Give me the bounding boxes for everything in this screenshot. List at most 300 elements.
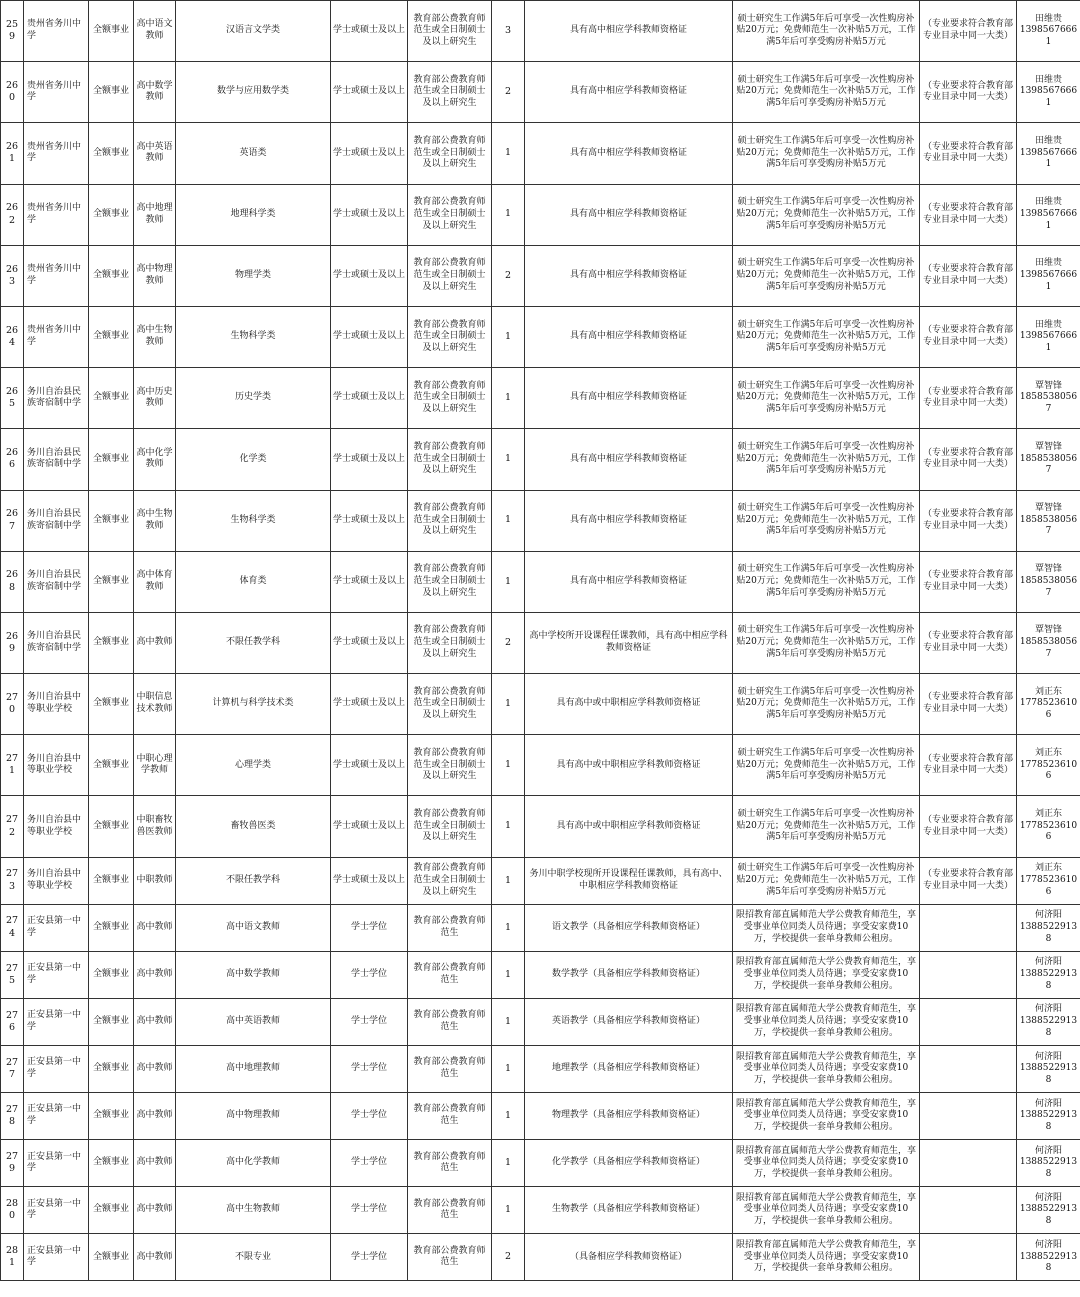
contact-name: 田维贵 [1034,258,1062,269]
table-body [1,1,1080,1281]
row-number: 264 [1,306,24,367]
table-row [1,1140,1080,1187]
contact-cell [1017,62,1080,123]
degree-requirement: 学士或硕士及以上 [331,551,408,612]
position-name: 高中地理教师 [134,184,176,245]
contact-phone: 17785236106 [1019,820,1078,843]
candidate-source: 教育部公费教育师范生或全日制硕士及以上研究生 [408,612,492,673]
qualification-requirement: （具备相应学科教师资格证） [525,1234,733,1281]
benefit-text: 硕士研究生工作满5年后可享受一次性购房补贴20万元；免费师范生一次补贴5万元，工作满5年后可享受购房补贴5万元 [733,857,920,904]
table-row [1,1093,1080,1140]
degree-requirement: 学士或硕士及以上 [331,123,408,184]
table-row [1,429,1080,490]
hiring-count: 2 [492,245,525,306]
contact-name: 田维贵 [1034,13,1062,24]
qualification-requirement: 化学教学（具备相应学科教师资格证） [525,1140,733,1187]
contact-name: 何济阳 [1034,910,1062,921]
unit-nature: 全额事业 [89,857,134,904]
hiring-count: 2 [492,612,525,673]
school-name: 正安县第一中学 [24,1046,89,1093]
unit-nature: 全额事业 [89,735,134,796]
school-name: 务川自治县民族寄宿制中学 [24,368,89,429]
candidate-source: 教育部公费教育师范生或全日制硕士及以上研究生 [408,857,492,904]
hiring-count: 2 [492,1234,525,1281]
contact-cell [1017,612,1080,673]
school-name: 贵州省务川中学 [24,245,89,306]
contact-phone: 13985676661 [1019,208,1078,231]
candidate-source: 教育部公费教育师范生或全日制硕士及以上研究生 [408,123,492,184]
hiring-count: 1 [492,1187,525,1234]
contact-name: 何济阳 [1034,1004,1062,1015]
remark-text: （专业要求符合教育部专业目录中同一大类） [920,612,1017,673]
degree-requirement: 学士或硕士及以上 [331,857,408,904]
position-name: 高中教师 [134,1093,176,1140]
school-name: 贵州省务川中学 [24,1,89,62]
table-row [1,184,1080,245]
table-row [1,551,1080,612]
benefit-text: 硕士研究生工作满5年后可享受一次性购房补贴20万元；免费师范生一次补贴5万元，工作满5年后可享受购房补贴5万元 [733,1,920,62]
benefit-text: 限招教育部直属师范大学公费教育师范生，享受事业单位同类人员待遇；享受安家费10万，学校提供一套单身教师公租房。 [733,904,920,951]
school-name: 贵州省务川中学 [24,306,89,367]
candidate-source: 教育部公费教育师范生 [408,951,492,998]
candidate-source: 教育部公费教育师范生或全日制硕士及以上研究生 [408,490,492,551]
candidate-source: 教育部公费教育师范生 [408,998,492,1045]
degree-requirement: 学士学位 [331,1140,408,1187]
position-name: 高中教师 [134,1234,176,1281]
major-requirement: 高中地理教师 [176,1046,331,1093]
position-name: 高中教师 [134,1140,176,1187]
candidate-source: 教育部公费教育师范生或全日制硕士及以上研究生 [408,735,492,796]
unit-nature: 全额事业 [89,1187,134,1234]
qualification-requirement: 具有高中相应学科教师资格证 [525,62,733,123]
candidate-source: 教育部公费教育师范生或全日制硕士及以上研究生 [408,674,492,735]
contact-phone: 13885229138 [1019,1016,1078,1038]
table-row [1,796,1080,857]
benefit-text: 硕士研究生工作满5年后可享受一次性购房补贴20万元；免费师范生一次补贴5万元，工作满5年后可享受购房补贴5万元 [733,612,920,673]
position-name: 高中教师 [134,612,176,673]
contact-cell [1017,857,1080,904]
contact-phone: 13885229138 [1019,1157,1078,1180]
table-row [1,1046,1080,1093]
school-name: 务川自治县中等职业学校 [24,796,89,857]
position-name: 中职心理学教师 [134,735,176,796]
major-requirement: 体育类 [176,551,331,612]
remark-text: （专业要求符合教育部专业目录中同一大类） [920,857,1017,904]
benefit-text: 硕士研究生工作满5年后可享受一次性购房补贴20万元；免费师范生一次补贴5万元，工作满5年后可享受购房补贴5万元 [733,490,920,551]
unit-nature: 全额事业 [89,1093,134,1140]
major-requirement: 高中英语教师 [176,998,331,1045]
row-number: 259 [1,1,24,62]
unit-nature: 全额事业 [89,998,134,1045]
hiring-count: 1 [492,674,525,735]
contact-phone: 17785236106 [1019,698,1078,720]
contact-cell [1017,184,1080,245]
table-row [1,490,1080,551]
hiring-count: 1 [492,306,525,367]
hiring-count: 1 [492,490,525,551]
major-requirement: 数学与应用数学类 [176,62,331,123]
contact-cell [1017,735,1080,796]
contact-name: 刘正东 [1034,809,1062,819]
table-row [1,1234,1080,1281]
major-requirement: 不限专业 [176,1234,331,1281]
row-number: 277 [1,1046,24,1093]
position-name: 中职畜牧兽医教师 [134,796,176,857]
school-name: 贵州省务川中学 [24,184,89,245]
major-requirement: 英语类 [176,123,331,184]
unit-nature: 全额事业 [89,1,134,62]
hiring-count: 1 [492,1046,525,1093]
position-name: 高中生物教师 [134,306,176,367]
contact-name: 覃智锋 [1034,564,1062,575]
unit-nature: 全额事业 [89,551,134,612]
row-number: 273 [1,857,24,904]
row-number: 265 [1,368,24,429]
contact-phone: 13885229138 [1019,1110,1078,1132]
candidate-source: 教育部公费教育师范生或全日制硕士及以上研究生 [408,62,492,123]
contact-phone: 18585380567 [1019,453,1078,476]
position-name: 高中生物教师 [134,490,176,551]
qualification-requirement: 语文教学（具备相应学科教师资格证） [525,904,733,951]
position-name: 高中教师 [134,998,176,1045]
contact-cell [1017,904,1080,951]
major-requirement: 生物科学类 [176,490,331,551]
contact-name: 田维贵 [1034,197,1062,208]
qualification-requirement: 具有高中相应学科教师资格证 [525,368,733,429]
table-row [1,62,1080,123]
remark-text [920,904,1017,951]
hiring-count: 1 [492,123,525,184]
remark-text: （专业要求符合教育部专业目录中同一大类） [920,245,1017,306]
degree-requirement: 学士学位 [331,998,408,1045]
contact-phone: 13985676661 [1019,331,1078,353]
major-requirement: 高中化学教师 [176,1140,331,1187]
remark-text: （专业要求符合教育部专业目录中同一大类） [920,796,1017,857]
school-name: 务川自治县民族寄宿制中学 [24,429,89,490]
table-row [1,612,1080,673]
major-requirement: 生物科学类 [176,306,331,367]
school-name: 务川自治县民族寄宿制中学 [24,551,89,612]
school-name: 务川自治县中等职业学校 [24,735,89,796]
remark-text: （专业要求符合教育部专业目录中同一大类） [920,184,1017,245]
contact-cell [1017,123,1080,184]
row-number: 263 [1,245,24,306]
contact-name: 刘正东 [1034,686,1062,697]
qualification-requirement: 具有高中相应学科教师资格证 [525,306,733,367]
contact-cell [1017,951,1080,998]
row-number: 262 [1,184,24,245]
contact-cell [1017,245,1080,306]
remark-text: （专业要求符合教育部专业目录中同一大类） [920,735,1017,796]
row-number: 276 [1,998,24,1045]
qualification-requirement: 务川中职学校现所开设课程任课教师，具有高中、中职相应学科教师资格证 [525,857,733,904]
contact-cell [1017,1046,1080,1093]
major-requirement: 物理学类 [176,245,331,306]
remark-text: （专业要求符合教育部专业目录中同一大类） [920,429,1017,490]
row-number: 272 [1,796,24,857]
school-name: 正安县第一中学 [24,1140,89,1187]
contact-phone: 13985676661 [1019,86,1078,109]
degree-requirement: 学士学位 [331,904,408,951]
contact-name: 田维贵 [1034,135,1062,146]
qualification-requirement: 物理教学（具备相应学科教师资格证） [525,1093,733,1140]
remark-text: （专业要求符合教育部专业目录中同一大类） [920,490,1017,551]
contact-phone: 18585380567 [1019,575,1078,598]
contact-cell [1017,306,1080,367]
benefit-text: 限招教育部直属师范大学公费教育师范生，享受事业单位同类人员待遇；享受安家费10万，学校提供一套单身教师公租房。 [733,998,920,1045]
row-number: 260 [1,62,24,123]
school-name: 正安县第一中学 [24,1234,89,1281]
benefit-text: 硕士研究生工作满5年后可享受一次性购房补贴20万元；免费师范生一次补贴5万元，工作满5年后可享受购房补贴5万元 [733,123,920,184]
contact-cell [1017,551,1080,612]
unit-nature: 全额事业 [89,245,134,306]
hiring-count: 1 [492,551,525,612]
unit-nature: 全额事业 [89,490,134,551]
candidate-source: 教育部公费教育师范生或全日制硕士及以上研究生 [408,245,492,306]
benefit-text: 限招教育部直属师范大学公费教育师范生，享受事业单位同类人员待遇；享受安家费10万，学校提供一套单身教师公租房。 [733,951,920,998]
qualification-requirement: 具有高中相应学科教师资格证 [525,123,733,184]
table-row [1,1187,1080,1234]
table-row [1,1,1080,62]
degree-requirement: 学士学位 [331,1234,408,1281]
qualification-requirement: 具有高中或中职相应学科教师资格证 [525,796,733,857]
position-name: 高中数学教师 [134,62,176,123]
school-name: 务川自治县民族寄宿制中学 [24,612,89,673]
hiring-count: 1 [492,904,525,951]
contact-cell [1017,998,1080,1045]
qualification-requirement: 具有高中或中职相应学科教师资格证 [525,674,733,735]
table-row [1,857,1080,904]
remark-text: （专业要求符合教育部专业目录中同一大类） [920,674,1017,735]
school-name: 正安县第一中学 [24,1187,89,1234]
hiring-count: 1 [492,1093,525,1140]
contact-cell [1017,1093,1080,1140]
position-name: 高中历史教师 [134,368,176,429]
remark-text [920,998,1017,1045]
contact-name: 何济阳 [1034,1145,1062,1156]
major-requirement: 不限任教学科 [176,857,331,904]
contact-name: 何济阳 [1034,1098,1062,1109]
remark-text [920,951,1017,998]
table-row [1,735,1080,796]
remark-text [920,1234,1017,1281]
benefit-text: 硕士研究生工作满5年后可享受一次性购房补贴20万元；免费师范生一次补贴5万元，工作满5年后可享受购房补贴5万元 [733,735,920,796]
major-requirement: 高中语文教师 [176,904,331,951]
school-name: 正安县第一中学 [24,998,89,1045]
row-number: 274 [1,904,24,951]
school-name: 正安县第一中学 [24,904,89,951]
qualification-requirement: 英语教学（具备相应学科教师资格证） [525,998,733,1045]
remark-text: （专业要求符合教育部专业目录中同一大类） [920,306,1017,367]
contact-name: 田维贵 [1034,74,1062,85]
contact-name: 何济阳 [1034,1239,1062,1250]
remark-text: （专业要求符合教育部专业目录中同一大类） [920,62,1017,123]
qualification-requirement: 生物教学（具备相应学科教师资格证） [525,1187,733,1234]
hiring-count: 1 [492,998,525,1045]
candidate-source: 教育部公费教育师范生 [408,904,492,951]
contact-phone: 13985676661 [1019,270,1078,292]
position-name: 高中教师 [134,1046,176,1093]
contact-phone: 13885229138 [1019,1063,1078,1085]
unit-nature: 全额事业 [89,306,134,367]
major-requirement: 高中物理教师 [176,1093,331,1140]
candidate-source: 教育部公费教育师范生或全日制硕士及以上研究生 [408,796,492,857]
major-requirement: 地理科学类 [176,184,331,245]
unit-nature: 全额事业 [89,951,134,998]
table-row [1,123,1080,184]
unit-nature: 全额事业 [89,612,134,673]
contact-cell [1017,1,1080,62]
degree-requirement: 学士或硕士及以上 [331,735,408,796]
contact-cell [1017,368,1080,429]
degree-requirement: 学士或硕士及以上 [331,368,408,429]
candidate-source: 教育部公费教育师范生 [408,1140,492,1187]
position-name: 高中教师 [134,1187,176,1234]
candidate-source: 教育部公费教育师范生或全日制硕士及以上研究生 [408,1,492,62]
candidate-source: 教育部公费教育师范生 [408,1187,492,1234]
qualification-requirement: 地理教学（具备相应学科教师资格证） [525,1046,733,1093]
major-requirement: 不限任教学科 [176,612,331,673]
unit-nature: 全额事业 [89,1140,134,1187]
degree-requirement: 学士或硕士及以上 [331,429,408,490]
unit-nature: 全额事业 [89,368,134,429]
benefit-text: 限招教育部直属师范大学公费教育师范生，享受事业单位同类人员待遇；享受安家费10万，学校提供一套单身教师公租房。 [733,1046,920,1093]
degree-requirement: 学士学位 [331,1093,408,1140]
benefit-text: 硕士研究生工作满5年后可享受一次性购房补贴20万元；免费师范生一次补贴5万元，工作满5年后可享受购房补贴5万元 [733,245,920,306]
contact-cell [1017,796,1080,857]
major-requirement: 汉语言文学类 [176,1,331,62]
contact-name: 田维贵 [1034,319,1062,330]
remark-text [920,1093,1017,1140]
contact-cell [1017,1140,1080,1187]
contact-phone: 13985676661 [1019,25,1078,47]
candidate-source: 教育部公费教育师范生 [408,1093,492,1140]
row-number: 279 [1,1140,24,1187]
school-name: 务川自治县民族寄宿制中学 [24,490,89,551]
contact-phone: 18585380567 [1019,514,1078,537]
major-requirement: 高中数学教师 [176,951,331,998]
unit-nature: 全额事业 [89,796,134,857]
qualification-requirement: 具有高中相应学科教师资格证 [525,184,733,245]
major-requirement: 畜牧兽医类 [176,796,331,857]
school-name: 务川自治县中等职业学校 [24,857,89,904]
contact-phone: 13985676661 [1019,147,1078,170]
qualification-requirement: 高中学校所开设课程任课教师，具有高中相应学科教师资格证 [525,612,733,673]
table-row [1,245,1080,306]
degree-requirement: 学士或硕士及以上 [331,1,408,62]
unit-nature: 全额事业 [89,1046,134,1093]
degree-requirement: 学士或硕士及以上 [331,245,408,306]
row-number: 278 [1,1093,24,1140]
school-name: 贵州省务川中学 [24,62,89,123]
remark-text: （专业要求符合教育部专业目录中同一大类） [920,551,1017,612]
position-name: 高中教师 [134,904,176,951]
hiring-count: 1 [492,429,525,490]
contact-name: 覃智锋 [1034,503,1062,514]
degree-requirement: 学士学位 [331,1046,408,1093]
contact-name: 何济阳 [1034,957,1062,968]
contact-cell [1017,1234,1080,1281]
candidate-source: 教育部公费教育师范生或全日制硕士及以上研究生 [408,184,492,245]
contact-name: 覃智锋 [1034,625,1062,636]
qualification-requirement: 具有高中相应学科教师资格证 [525,245,733,306]
position-name: 高中化学教师 [134,429,176,490]
degree-requirement: 学士或硕士及以上 [331,612,408,673]
hiring-count: 1 [492,1140,525,1187]
benefit-text: 限招教育部直属师范大学公费教育师范生，享受事业单位同类人员待遇；享受安家费10万，学校提供一套单身教师公租房。 [733,1093,920,1140]
hiring-count: 1 [492,184,525,245]
benefit-text: 硕士研究生工作满5年后可享受一次性购房补贴20万元；免费师范生一次补贴5万元，工作满5年后可享受购房补贴5万元 [733,796,920,857]
unit-nature: 全额事业 [89,62,134,123]
major-requirement: 心理学类 [176,735,331,796]
row-number: 275 [1,951,24,998]
degree-requirement: 学士学位 [331,951,408,998]
benefit-text: 限招教育部直属师范大学公费教育师范生，享受事业单位同类人员待遇；享受安家费10万，学校提供一套单身教师公租房。 [733,1140,920,1187]
row-number: 271 [1,735,24,796]
row-number: 281 [1,1234,24,1281]
major-requirement: 计算机与科学技术类 [176,674,331,735]
contact-phone: 17785236106 [1019,874,1078,897]
candidate-source: 教育部公费教育师范生 [408,1234,492,1281]
hiring-count: 1 [492,368,525,429]
row-number: 280 [1,1187,24,1234]
unit-nature: 全额事业 [89,429,134,490]
degree-requirement: 学士或硕士及以上 [331,306,408,367]
contact-cell [1017,429,1080,490]
table-row [1,306,1080,367]
qualification-requirement: 具有高中相应学科教师资格证 [525,490,733,551]
major-requirement: 高中生物教师 [176,1187,331,1234]
hiring-count: 1 [492,735,525,796]
table-row [1,904,1080,951]
position-name: 中职教师 [134,857,176,904]
qualification-requirement: 具有高中或中职相应学科教师资格证 [525,735,733,796]
qualification-requirement: 具有高中相应学科教师资格证 [525,1,733,62]
row-number: 266 [1,429,24,490]
contact-name: 何济阳 [1034,1192,1062,1203]
contact-phone: 18585380567 [1019,637,1078,659]
benefit-text: 限招教育部直属师范大学公费教育师范生，享受事业单位同类人员待遇；享受安家费10万，学校提供一套单身教师公租房。 [733,1234,920,1281]
remark-text: （专业要求符合教育部专业目录中同一大类） [920,123,1017,184]
contact-phone: 17785236106 [1019,759,1078,782]
candidate-source: 教育部公费教育师范生或全日制硕士及以上研究生 [408,368,492,429]
candidate-source: 教育部公费教育师范生或全日制硕士及以上研究生 [408,551,492,612]
contact-phone: 18585380567 [1019,392,1078,415]
school-name: 务川自治县中等职业学校 [24,674,89,735]
candidate-source: 教育部公费教育师范生 [408,1046,492,1093]
degree-requirement: 学士或硕士及以上 [331,184,408,245]
degree-requirement: 学士或硕士及以上 [331,796,408,857]
benefit-text: 硕士研究生工作满5年后可享受一次性购房补贴20万元；免费师范生一次补贴5万元，工作满5年后可享受购房补贴5万元 [733,62,920,123]
qualification-requirement: 具有高中相应学科教师资格证 [525,551,733,612]
school-name: 贵州省务川中学 [24,123,89,184]
row-number: 261 [1,123,24,184]
remark-text [920,1187,1017,1234]
table-row [1,368,1080,429]
contact-name: 刘正东 [1034,747,1062,758]
qualification-requirement: 具有高中相应学科教师资格证 [525,429,733,490]
remark-text: （专业要求符合教育部专业目录中同一大类） [920,368,1017,429]
benefit-text: 硕士研究生工作满5年后可享受一次性购房补贴20万元；免费师范生一次补贴5万元，工作满5年后可享受购房补贴5万元 [733,674,920,735]
degree-requirement: 学士或硕士及以上 [331,62,408,123]
row-number: 268 [1,551,24,612]
school-name: 正安县第一中学 [24,951,89,998]
benefit-text: 硕士研究生工作满5年后可享受一次性购房补贴20万元；免费师范生一次补贴5万元，工作满5年后可享受购房补贴5万元 [733,184,920,245]
unit-nature: 全额事业 [89,123,134,184]
table-row [1,674,1080,735]
contact-name: 何济阳 [1034,1051,1062,1062]
remark-text [920,1046,1017,1093]
